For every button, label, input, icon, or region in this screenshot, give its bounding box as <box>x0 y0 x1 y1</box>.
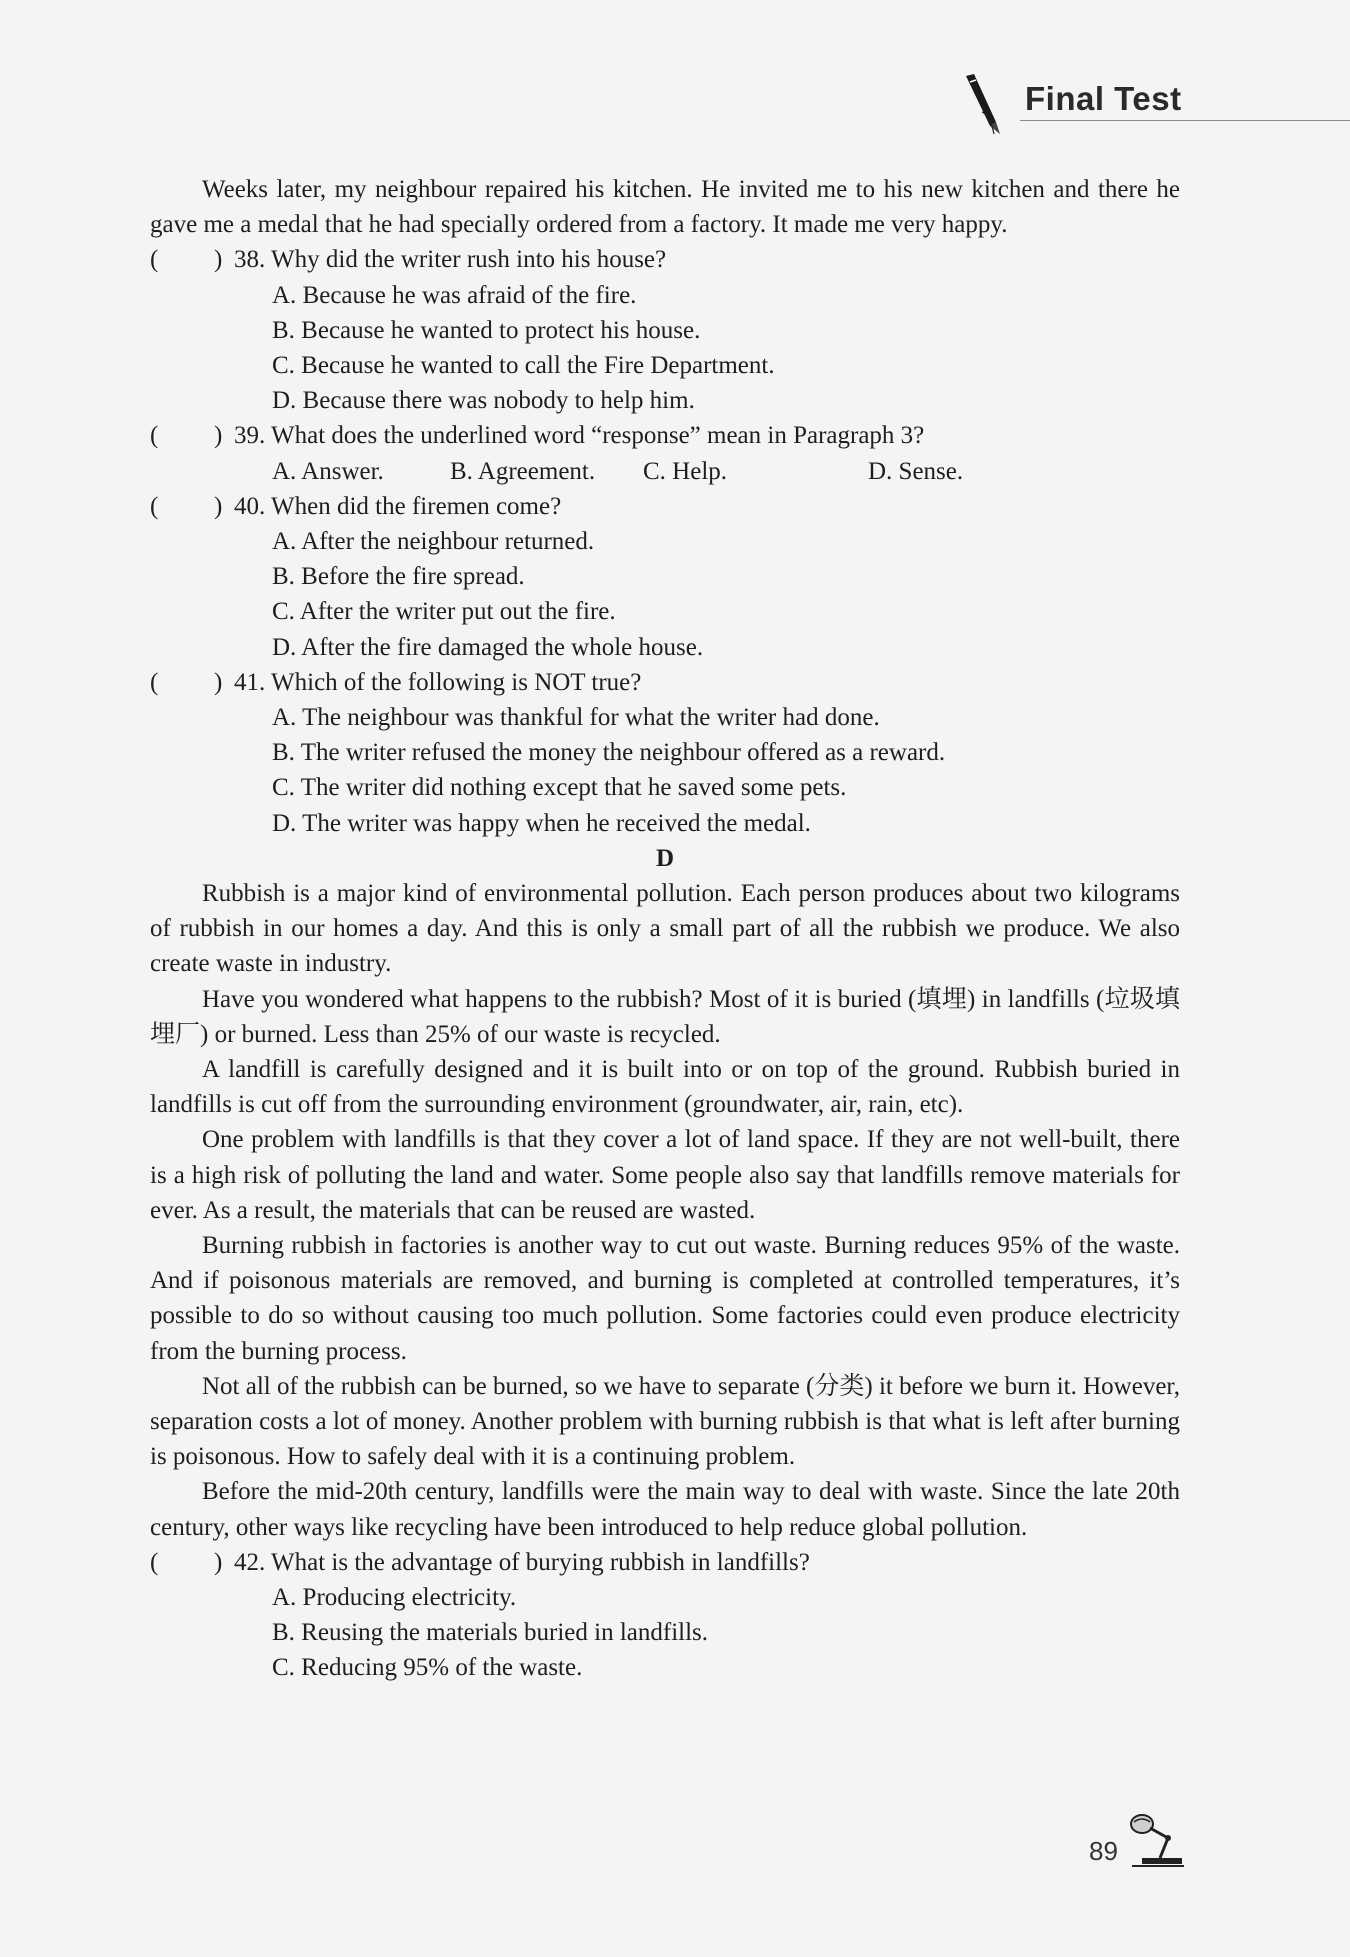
option-d: D. After the fire damaged the whole house. <box>272 633 704 661</box>
answer-blank-open: ( <box>150 1548 159 1576</box>
passage-d-paragraph: Not all of the rubbish can be burned, so we have to separate (分类) it before we burn it. However, separation costs a lot of money. Another problem with burning rubbish is that what is left after burning is poisonous. How to safely deal with it is a continuing problem. <box>150 1372 1180 1471</box>
option-c: C. Reducing 95% of the waste. <box>272 1654 583 1682</box>
option-a: A. The neighbour was thankful for what the writer had done. <box>272 703 880 731</box>
answer-blank-open: ( <box>150 246 159 274</box>
question-text: 42. What is the advantage of burying rubbish in landfills? <box>234 1548 810 1576</box>
option-b: B. Because he wanted to protect his house. <box>272 316 701 344</box>
option-c: C. The writer did nothing except that he saved some pets. <box>272 774 847 802</box>
option-a: A. Because he was afraid of the fire. <box>272 281 637 309</box>
question-stem <box>150 1545 1180 1580</box>
desk-lamp-icon <box>1128 1808 1186 1868</box>
option-c: C. Help. <box>643 457 728 485</box>
option-c: C. After the writer put out the fire. <box>272 598 616 626</box>
option-c: C. Because he wanted to call the Fire Department. <box>272 352 775 379</box>
page-number: 89 <box>1089 1836 1118 1866</box>
option-a: A. Producing electricity. <box>272 1584 517 1612</box>
pen-icon <box>960 72 1006 138</box>
question-40 <box>150 489 1180 665</box>
question-stem <box>150 489 1180 524</box>
option-d: D. Sense. <box>868 457 964 485</box>
passage-d-paragraph: Before the mid-20th century, landfills were the main way to deal with waste. Since the late 20th century, other ways like recycling have been introduced to help reduce global pollution. <box>150 1478 1180 1541</box>
answer-blank-close: ) <box>214 422 223 450</box>
option-b: B. The writer refused the money the neighbour offered as a reward. <box>272 739 946 767</box>
section-heading: D <box>655 844 675 872</box>
question-text: 40. When did the firemen come? <box>234 492 562 520</box>
page-content <box>150 172 1180 1686</box>
option-b: B. Before the fire spread. <box>272 563 525 591</box>
passage-d-paragraph: Have you wondered what happens to the rubbish? Most of it is buried (填埋) in landfills (垃圾填埋厂) or burned. Less than 25% of our waste is recycled. <box>150 985 1180 1048</box>
question-text: 39. What does the underlined word “response” mean in Paragraph 3? <box>234 422 925 450</box>
question-39 <box>150 418 1180 488</box>
page-header <box>960 62 1350 132</box>
question-41 <box>150 665 1180 841</box>
question-text: 38. Why did the writer rush into his house? <box>234 246 667 274</box>
passage-d-paragraph: One problem with landfills is that they cover a lot of land space. If they are not well-built, there is a high risk of polluting the land and water. Some people also say that landfills remove materials for ever. As a result, the materials that can be reused are wasted. <box>150 1126 1180 1224</box>
passage-c-final-paragraph: Weeks later, my neighbour repaired his kitchen. He invited me to his new kitchen and there he gave me a medal that he had specially ordered from a factory. It made me very happy. <box>150 176 1180 239</box>
answer-blank-close: ) <box>214 492 223 520</box>
passage-d-paragraph: Burning rubbish in factories is another way to cut out waste. Burning reduces 95% of the waste. And if poisonous materials are removed, and burning is completed at controlled temperatures, it’s possible to do so without causing too much pollution. Some factories could even produce electricity from the burning process. <box>150 1232 1180 1365</box>
option-b: B. Reusing the materials buried in landfills. <box>272 1619 709 1647</box>
question-stem <box>150 665 1180 700</box>
page-title: Final Test <box>1025 80 1182 117</box>
option-d: D. Because there was nobody to help him. <box>272 387 695 415</box>
option-a: A. After the neighbour returned. <box>272 527 595 555</box>
option-a: A. Answer. <box>272 457 384 485</box>
question-text: 41. Which of the following is NOT true? <box>234 668 642 696</box>
answer-blank-open: ( <box>150 422 159 450</box>
options-row <box>150 454 1180 489</box>
header-divider <box>1020 120 1350 121</box>
answer-blank-open: ( <box>150 668 159 696</box>
question-42 <box>150 1545 1180 1686</box>
question-38 <box>150 242 1180 418</box>
option-b: B. Agreement. <box>450 457 596 485</box>
question-stem <box>150 242 1180 277</box>
answer-blank-close: ) <box>214 246 223 274</box>
passage-d-paragraph: Rubbish is a major kind of environmental pollution. Each person produces about two kilograms of rubbish in our homes a day. And this is only a small part of all the rubbish we produce. We also create waste in industry. <box>150 879 1180 978</box>
option-d: D. The writer was happy when he received the medal. <box>272 809 811 837</box>
question-stem <box>150 418 1180 453</box>
answer-blank-close: ) <box>214 668 223 696</box>
answer-blank-close: ) <box>214 1548 223 1576</box>
answer-blank-open: ( <box>150 492 159 520</box>
passage-d-paragraph: A landfill is carefully designed and it is built into or on top of the ground. Rubbish buried in landfills is cut off from the surrounding environment (groundwater, air, rain, etc). <box>150 1055 1180 1119</box>
